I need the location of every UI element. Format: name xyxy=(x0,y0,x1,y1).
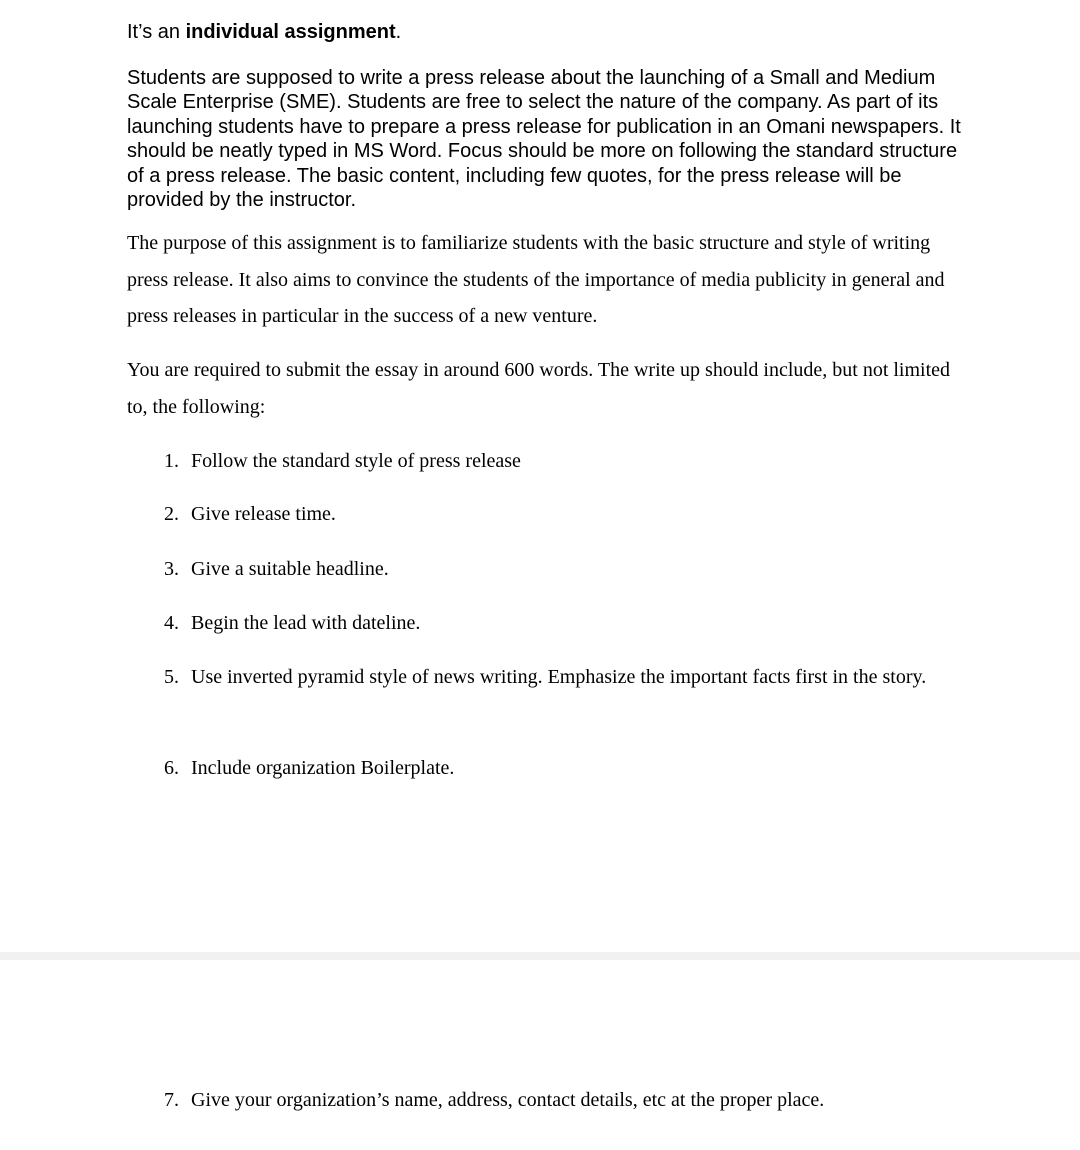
list-item-number: 6. xyxy=(164,757,179,779)
list-item-text: Include organization Boilerplate. xyxy=(191,757,455,779)
purpose-paragraph: The purpose of this assignment is to familiarize students with the basic structure and style of writing press release. It also aims to convince the students of the importance of media publicity in general and press releases in particular in the success of a new venture. xyxy=(127,232,945,328)
list-item xyxy=(155,1082,935,1119)
document-page-2 xyxy=(0,960,1080,1150)
list-item-text: Give a suitable headline. xyxy=(191,558,389,580)
list-item xyxy=(155,605,935,642)
intro-suffix: . xyxy=(395,21,402,43)
list-item-number: 1. xyxy=(164,450,179,472)
list-item xyxy=(155,750,935,787)
list-item-text: Begin the lead with dateline. xyxy=(191,612,421,634)
list-item xyxy=(155,443,935,480)
intro-bold: individual assignment xyxy=(185,21,396,43)
list-item-number: 4. xyxy=(164,612,179,634)
list-item xyxy=(155,659,935,696)
list-item-number: 7. xyxy=(164,1089,179,1111)
list-item xyxy=(155,551,935,588)
list-item-text: Give release time. xyxy=(191,503,336,525)
requirement-paragraph: You are required to submit the essay in around 600 words. The write up should include, but not limited to, the following: xyxy=(127,359,951,418)
list-item-text: Use inverted pyramid style of news writing. Emphasize the important facts first in the story. xyxy=(191,666,927,688)
list-item-text: Give your organization’s name, address, contact details, etc at the proper place. xyxy=(191,1089,825,1111)
list-item-number: 2. xyxy=(164,503,179,525)
page-separator xyxy=(0,952,1080,960)
description-paragraph: Students are supposed to write a press release about the launching of a Small and Medium Scale Enterprise (SME). Students are free to select the nature of the company. As part of its launching students have to prepare a press release for publication in an Omani newspapers. It should be neatly typed in MS Word. Focus should be more on following the standard structure of a press release. The basic content, including few quotes, for the press release will be provided by the instructor. xyxy=(127,67,961,212)
intro-paragraph xyxy=(127,20,967,44)
list-item xyxy=(155,496,935,533)
list-item-number: 3. xyxy=(164,558,179,580)
list-item-number: 5. xyxy=(164,666,179,688)
intro-prefix: It’s an xyxy=(127,21,186,43)
list-item-text: Follow the standard style of press release xyxy=(191,450,521,472)
